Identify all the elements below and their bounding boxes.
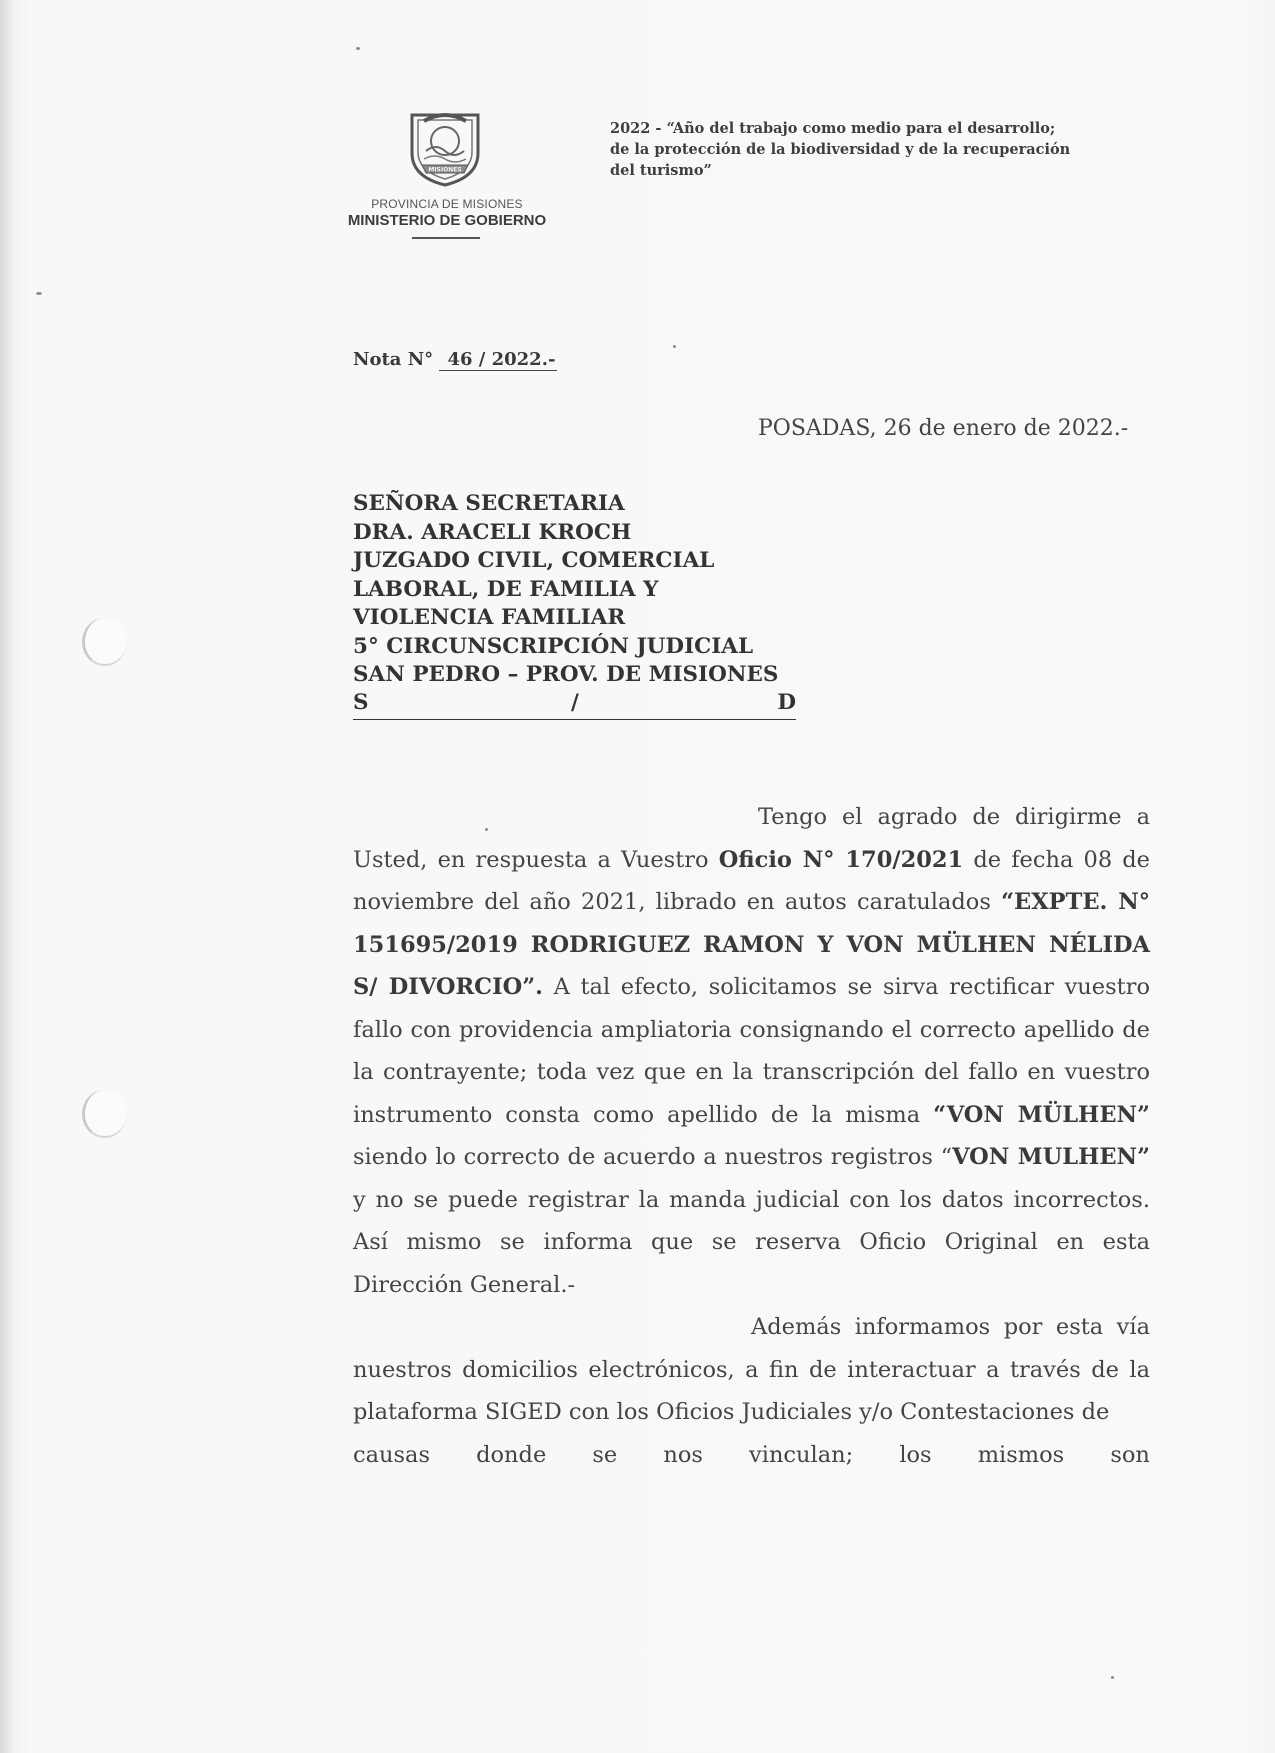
addressee-line: DRA. ARACELI KROCH [353,519,632,545]
su-despacho-line [353,690,796,720]
body-bold: Oficio N° 170/2021 [718,846,964,873]
body-bold: VON MULHEN” [952,1144,1151,1170]
motto-line: del turismo” [610,162,712,179]
provincial-seal-icon [404,107,486,189]
scan-speck [1111,1676,1114,1679]
note-value: 46 / 2022.- [439,349,557,371]
letter-date: POSADAS, 26 de enero de 2022.- [758,416,1129,441]
sd-left: S [353,690,369,715]
ministry-name: MINISTERIO DE GOBIERNO [347,212,547,229]
body-word: nos [663,1441,703,1468]
scan-speck [356,47,360,50]
punch-hole-top [82,618,127,666]
body-bold: “EXPTE. N° 151695/2019 RODRIGUEZ RAMON Y VON MÜLHEN NÉLIDA S/ DIVORCIO”. [353,889,1151,1000]
note-number [353,349,557,371]
body-word: se [592,1441,618,1468]
body-paragraph-1 [353,796,1150,1306]
addressee-line: SAN PEDRO – PROV. DE MISIONES [353,662,779,687]
addressee-line: LABORAL, DE FAMILIA Y [353,576,659,602]
body-text: Tengo el agrado de dirigirme a Usted, en respuesta a Vuestro [353,804,1150,873]
sd-middle: / [571,690,579,715]
scan-speck [36,292,42,295]
addressee-block [353,490,778,690]
sd-right: D [777,690,796,715]
seal-label: MISIONES [428,166,462,174]
body-paragraph-2: Además informamos por esta vía nuestros domicilios electrónicos, a fin de interactuar a través de la plataforma SIGED con los Oficios Judiciales y/o Contestaciones de [353,1314,1150,1425]
body-word: los [899,1441,932,1468]
body-bold: “VON MÜLHEN” [933,1101,1150,1128]
province-name: PROVINCIA DE MISIONES [371,197,523,211]
letter-body [353,796,1150,1476]
body-text: A tal efecto, solicitamos se sirva rectificar vuestro fallo con providencia ampliatoria consignando el correcto apellido de la contrayente; toda vez que en la transcripción del fallo en vuestro instrumento consta como apellido de la misma [353,974,1150,1128]
scan-speck [673,345,676,348]
note-label: Nota N° [353,349,434,370]
body-word: vinculan; [749,1441,854,1468]
ministry-underline [412,237,480,239]
addressee-line: JUZGADO CIVIL, COMERCIAL [353,548,715,573]
addressee-line: SEÑORA SECRETARIA [353,491,625,516]
punch-hole-bottom [82,1090,127,1138]
body-word: son [1110,1441,1150,1468]
motto-line: de la protección de la biodiversidad y de la recuperación [610,141,1071,158]
body-text: siendo lo correcto de acuerdo a nuestros registros “ [353,1144,953,1170]
addressee-line: VIOLENCIA FAMILIAR [353,605,626,630]
scan-edge-shadow [0,0,14,1753]
body-paragraph-2-last-line [353,1434,1150,1477]
motto-line: 2022 - “Año del trabajo como medio para el desarrollo; [610,120,1056,137]
body-word: mismos [977,1441,1065,1468]
addressee-line: 5° CIRCUNSCRIPCIÓN JUDICIAL [353,633,754,659]
body-text: de fecha 08 de noviembre del año 2021, librado en autos caratulados [353,846,1150,915]
year-motto [610,118,1170,181]
body-word: causas [353,1441,431,1468]
body-text: y no se puede registrar la manda judicial con los datos incorrectos. Así mismo se informa que se reserva Oficio Original en esta Dirección General.- [353,1186,1150,1298]
body-word: donde [476,1441,547,1468]
